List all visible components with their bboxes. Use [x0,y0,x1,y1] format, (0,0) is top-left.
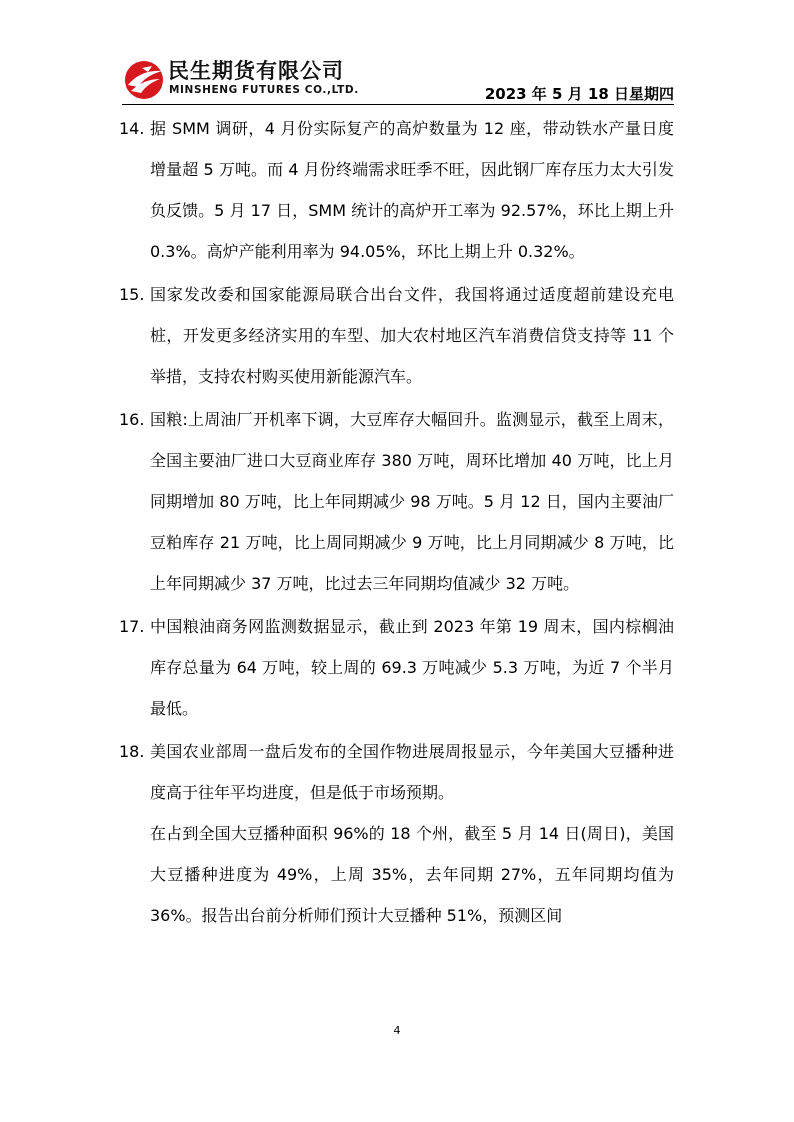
item-text: 国家发改委和国家能源局联合出台文件，我国将通过适度超前建设充电桩，开发更多经济实用的车型、加大农村地区汽车消费信贷支持等 11 个举措，支持农村购买使用新能源汽车。 [150,285,674,386]
news-item-14 [119,108,674,272]
item-number: 15. [119,285,145,304]
news-item-17 [119,606,674,729]
page-number: 4 [393,1024,401,1037]
minsheng-logo-icon [122,58,166,102]
report-date: 2023 年 5 月 18 日星期四 [484,85,674,103]
item-number: 16. [119,410,145,429]
company-name-cn: 民生期货有限公司 [168,59,344,83]
item-text: 美国农业部周一盘后发布的全国作物进展周报显示，今年美国大豆播种进度高于往年平均进度，但是低于市场预期。 [150,742,674,802]
page-header [122,55,674,107]
item-continuation: 在占到全国大豆播种面积 96%的 18 个州，截至 5 月 14 日(周日)，美国大豆播种进度为 49%，上周 35%，去年同期 27%，五年同期均值为 36%。报告出台前分析师们预计大豆播种 51%，预测区间 [150,824,674,925]
header-divider [122,104,674,105]
company-logo [122,55,362,103]
item-text: 中国粮油商务网监测数据显示，截止到 2023 年第 19 周末，国内棕榈油库存总量为 64 万吨，较上周的 69.3 万吨减少 5.3 万吨，为近 7 个半月最低。 [150,617,674,718]
item-number: 18. [119,742,145,761]
news-item-16 [119,399,674,604]
news-list [119,108,674,936]
item-text: 国粮:上周油厂开机率下调，大豆库存大幅回升。监测显示，截至上周末，全国主要油厂进口大豆商业库存 380 万吨，周环比增加 40 万吨，比上月同期增加 80 万吨，比上年同期减少 98 万吨。5 月 12 日，国内主要油厂豆粕库存 21 万吨，比上周同期减少 9 万吨，比上月同期减少 8 万吨，比上年同期减少 37 万吨，比过去三年同期均值减少 32 万吨。 [150,410,674,593]
company-name-en: MINSHENG FUTURES CO.,LTD. [169,84,359,96]
item-number: 14. [119,119,145,138]
news-item-15 [119,274,674,397]
item-number: 17. [119,617,145,636]
item-text: 据 SMM 调研，4 月份实际复产的高炉数量为 12 座，带动铁水产量日度增量超 5 万吨。而 4 月份终端需求旺季不旺，因此钢厂库存压力太大引发负反馈。5 月 17 日，SMM 统计的高炉开工率为 92.57%，环比上期上升 0.3%。高炉产能利用率为 94.05%，环比上期上升 0.32%。 [150,119,674,261]
news-item-18 [119,731,674,936]
